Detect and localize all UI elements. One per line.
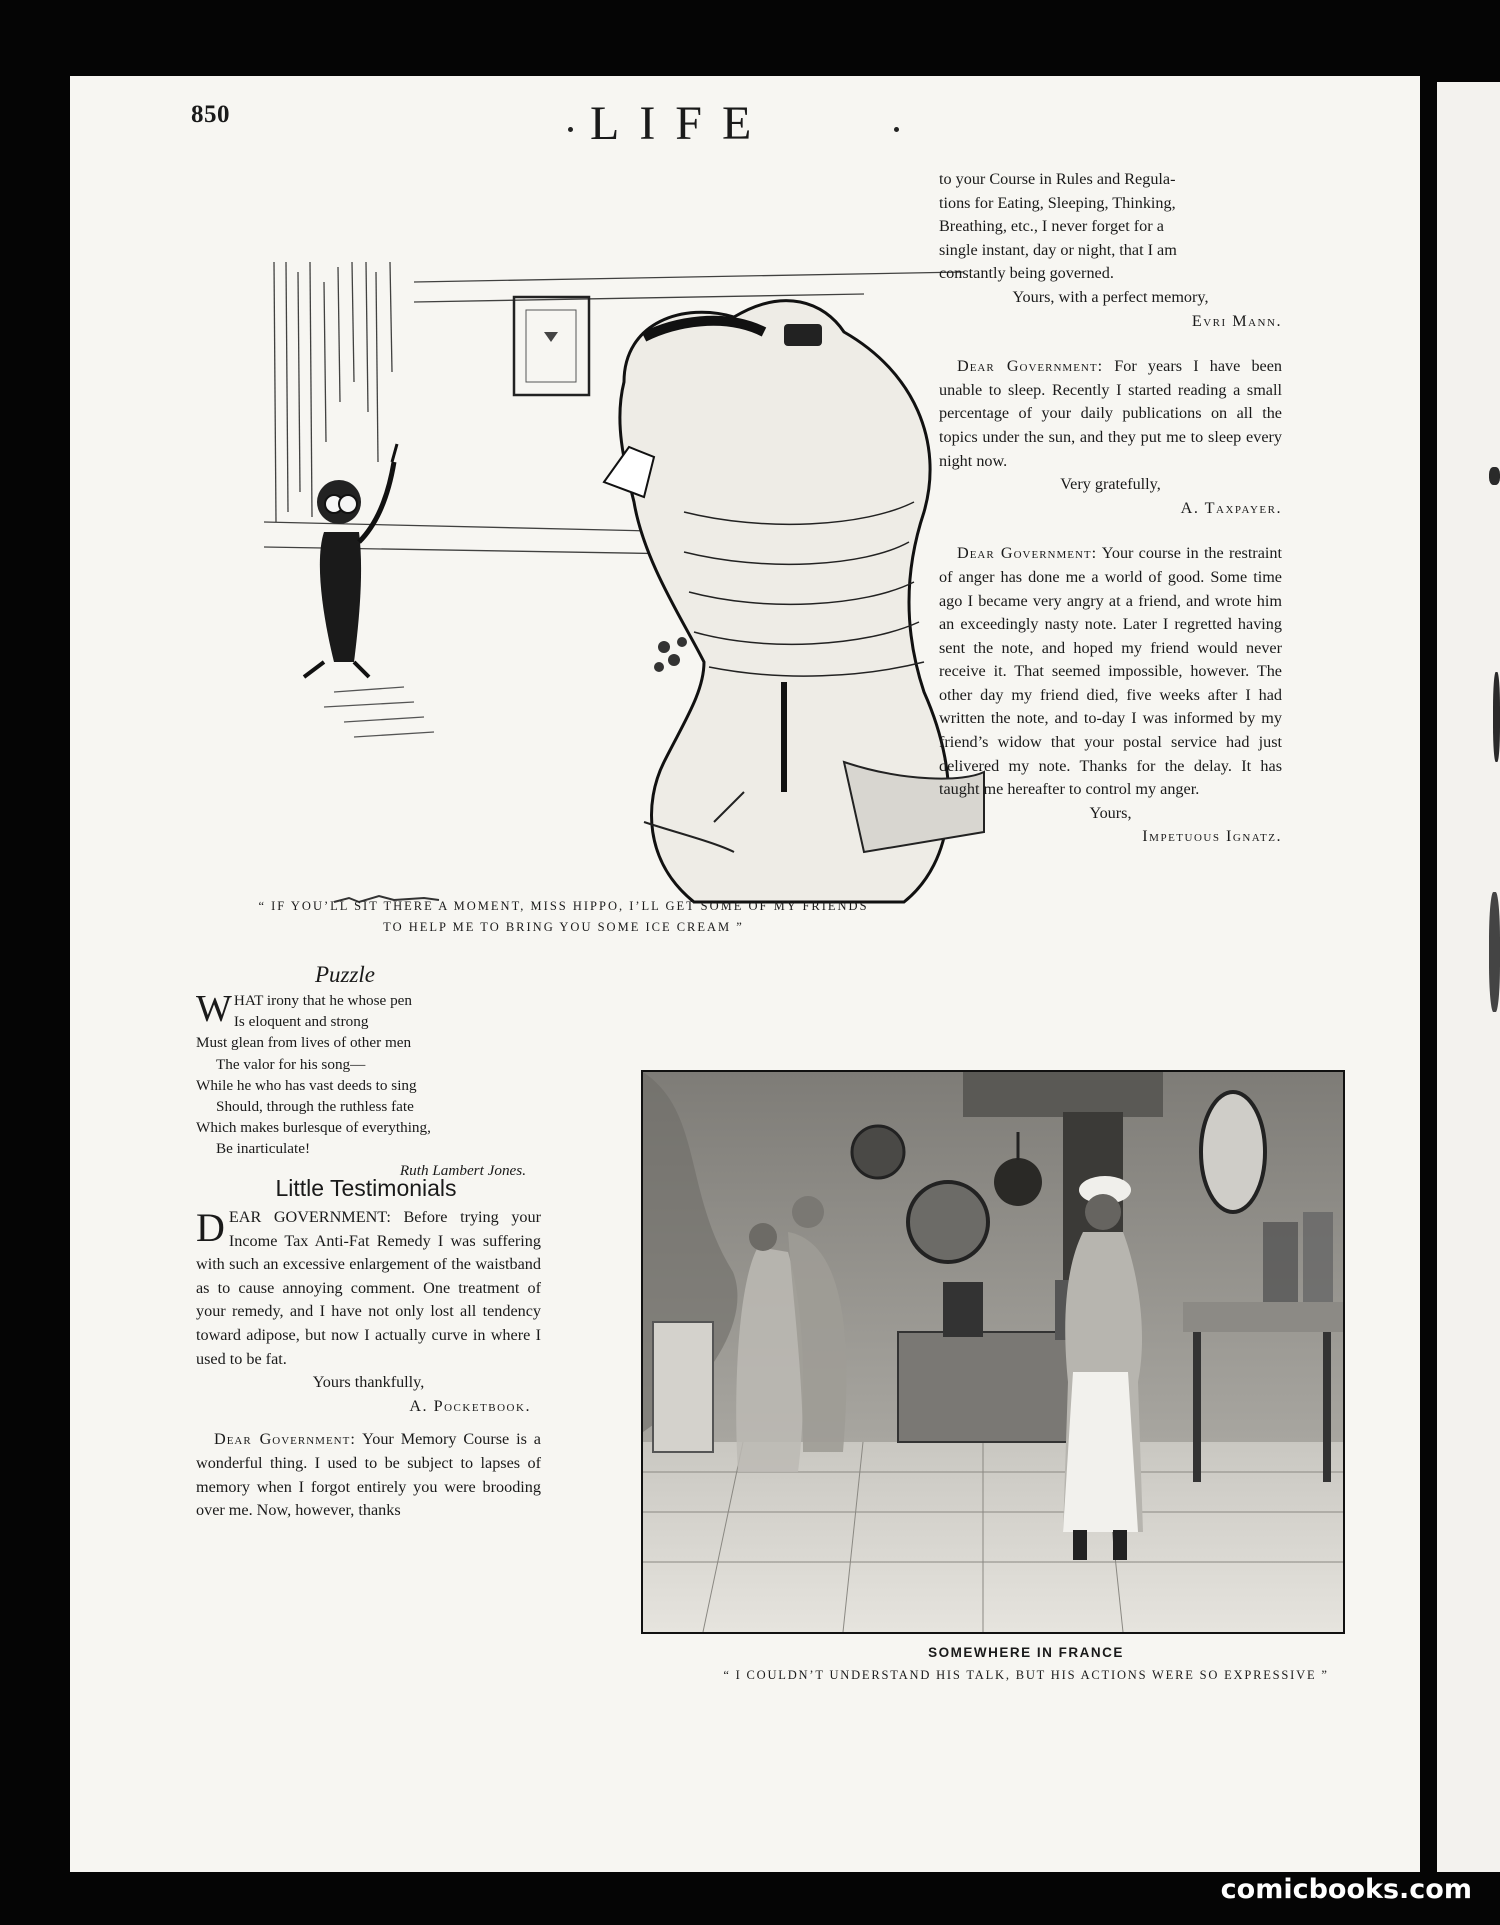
letter-line: constantly being governed. [939, 264, 1114, 283]
letter-signature: Evri Mann. [1191, 311, 1282, 330]
top-cartoon-illustration [264, 262, 994, 942]
puzzle-poem [196, 990, 536, 1181]
letter-signature: A. Pocketbook. [409, 1396, 531, 1415]
letter-salutation: Dear Government: [214, 1430, 356, 1449]
poem-line: Must glean from lives of other men [196, 1034, 412, 1052]
poem-line: The valor for his song— [216, 1055, 366, 1073]
letter-evri-mann [939, 168, 1282, 333]
page-number: 850 [191, 101, 230, 128]
letter-salutation: Dear Government: [957, 357, 1104, 376]
poem-line: While he who has vast deeds to sing [196, 1076, 417, 1094]
testimonial-dropcap: D [196, 1205, 225, 1250]
testimonials-column [196, 1206, 541, 1523]
letter-line: Breathing, etc., I never forget for a [939, 217, 1164, 236]
poem-dropcap: W [196, 988, 232, 1030]
letter-salutation: Dear Government: [957, 544, 1098, 563]
letter-taxpayer [939, 355, 1282, 520]
top-illustration-caption [186, 896, 941, 938]
letter-line: single instant, day or night, that I am [939, 240, 1177, 259]
letter-closing: Yours, with a perfect memory, [1012, 287, 1209, 306]
letter-body: Before trying your Income Tax Anti-Fat Remedy I was suffering with such an excessive enlargement of the waistband as to cause annoying comment. One treatment of your remedy, and I have not only lost all tendency toward adipose, but now I actually curve in where I used to be fat. [196, 1208, 542, 1368]
letter-line: tions for Eating, Sleeping, Thinking, [939, 193, 1176, 212]
letter-body: Your course in the restraint of anger has done me a world of good. Some time ago I became very angry at a friend, and wrote him an exceedingly nasty note. Later I regretted having sent the note, and hoped my friend would never receive it. That seemed impossible, however. The other day my friend died, five weeks after I had written the note, and to-day I was informed by my friend’s widow that your postal service had just delivered my note. Thanks for the delay. It has taught me hereafter to control my anger. [939, 544, 1282, 799]
letter-impetuous-ignatz [939, 542, 1282, 849]
testimonials-title: Little Testimonials [275, 1175, 457, 1201]
caption-line-1: “ IF YOU’LL SIT THERE A MOMENT, MISS HIPPO, I’LL GET SOME OF MY FRIENDS [258, 899, 869, 913]
adjacent-page-edge [1437, 82, 1500, 1872]
bottom-illustration-caption: “ I COULDN’T UNDERSTAND HIS TALK, BUT HIS ACTIONS WERE SO EXPRESSIVE ” [723, 1668, 1329, 1682]
masthead-title: LIFE [590, 97, 772, 150]
poem-author: Ruth Lambert Jones. [399, 1161, 526, 1179]
poem-line: Be inarticulate! [216, 1140, 311, 1158]
poem-line: Is eloquent and strong [233, 1013, 369, 1031]
letter-line: to your Course in Rules and Regula- [939, 170, 1176, 188]
letter-signature: Impetuous Ignatz. [1142, 827, 1282, 846]
letter-body: For years I have been unable to sleep. Recently I started reading a small percentage of your daily publications on all the topics under the sun, and they put me to sleep every night now. [939, 357, 1282, 470]
caption-line-2: TO HELP ME TO BRING YOU SOME ICE CREAM ” [383, 920, 744, 934]
watermark-logo: comicbooks.com [1220, 1874, 1472, 1905]
right-column [939, 168, 1282, 871]
puzzle-title: Puzzle [314, 962, 376, 987]
letter-closing: Very gratefully, [1060, 475, 1161, 494]
letter-closing: Yours, [1089, 803, 1132, 822]
bottom-kitchen-illustration [641, 1070, 1345, 1634]
bottom-illustration-title: SOMEWHERE IN FRANCE [928, 1645, 1124, 1660]
letter-closing: Yours thankfully, [312, 1373, 425, 1392]
letter-body: Your Memory Course is a wonderful thing. I used to be subject to lapses of memory when I forgot entirely you were brooding over me. Now, however, thanks [196, 1430, 541, 1520]
letter-salutation: EAR GOVERNMENT: [228, 1208, 391, 1226]
letter-signature: A. Taxpayer. [1180, 498, 1282, 517]
poem-line: HAT irony that he whose pen [233, 992, 413, 1009]
poem-line: Which makes burlesque of everything, [196, 1119, 431, 1137]
poem-line: Should, through the ruthless fate [216, 1098, 414, 1116]
